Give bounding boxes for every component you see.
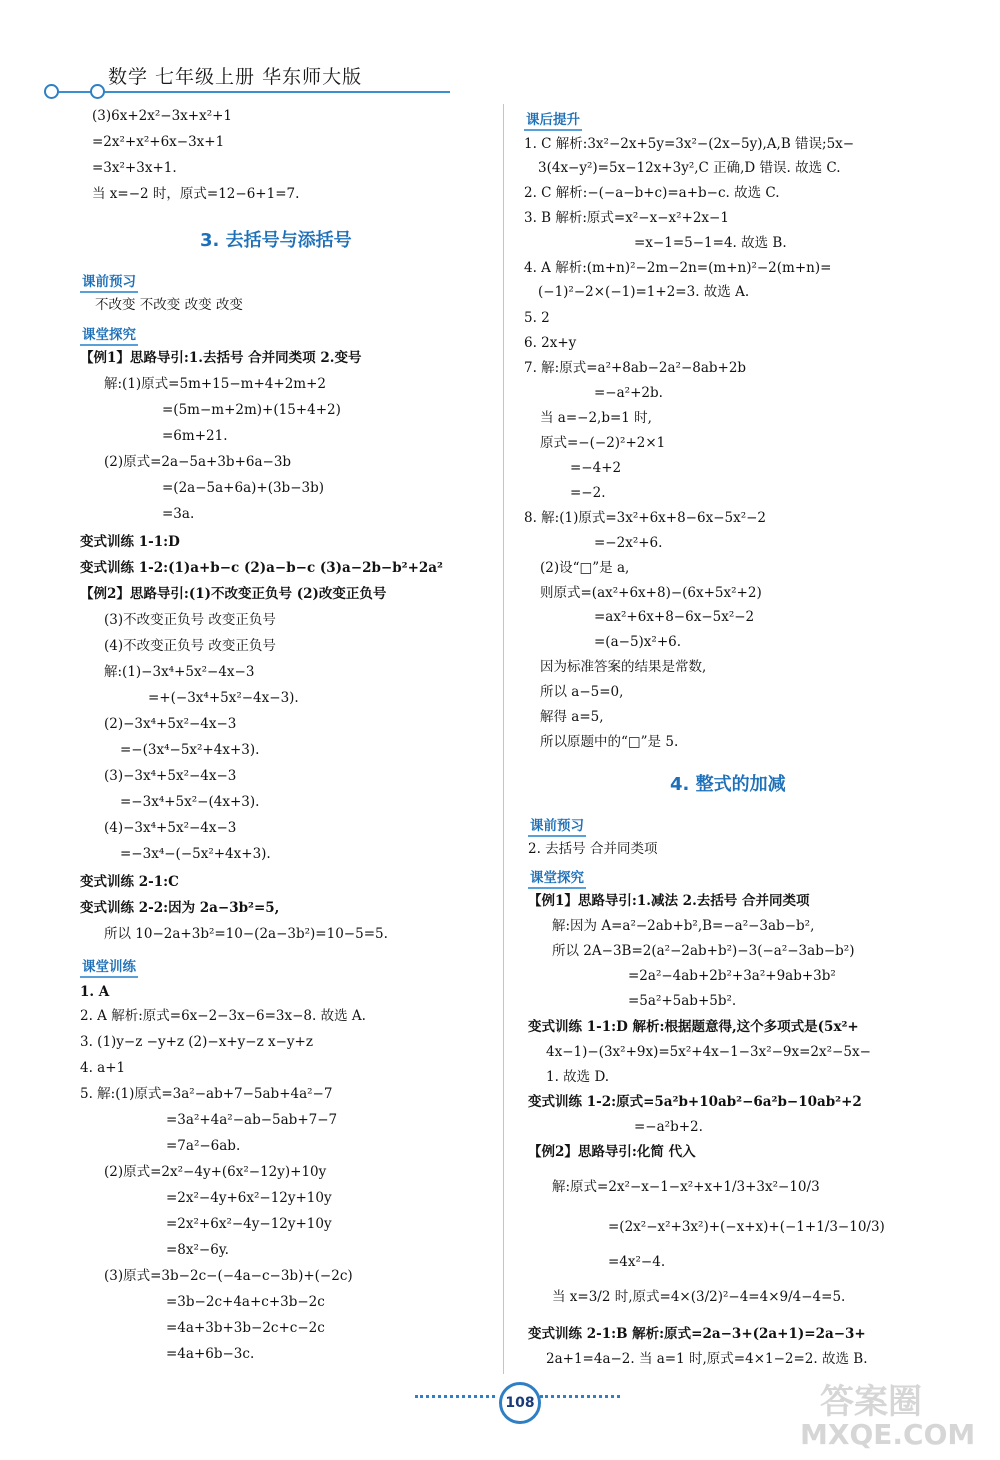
text-line: =2x²+6x²−4y−12y+10y: [166, 1216, 332, 1232]
text-line: =(a−5)x²+6.: [594, 634, 682, 650]
text-line: =2x²−4y+6x²−12y+10y: [166, 1190, 332, 1206]
text-line: 变式训练 1-1:D: [80, 534, 180, 550]
header-dot-left: [44, 84, 59, 99]
text-line: (−1)²−2×(−1)=1+2=3. 故选 A.: [538, 284, 750, 300]
text-line: 4. A 解析:(m+n)²−2m−2n=(m+n)²−2(m+n)=: [524, 260, 832, 276]
text-line: 解:(1)−3x⁴+5x²−4x−3: [104, 664, 255, 680]
text-line: (3)−3x⁴+5x²−4x−3: [104, 768, 237, 784]
example-heading: 【例2】思路导引:化简 代入: [528, 1144, 696, 1160]
text-line: =8x²−6y.: [166, 1242, 229, 1258]
text-line: 6. 2x+y: [524, 335, 577, 351]
text-line: 变式训练 1-1:D 解析:根据题意得,这个多项式是(5x²+: [528, 1019, 859, 1035]
text-line: 3. B 解析:原式=x²−x−x²+2x−1: [524, 210, 729, 226]
text-line: (4)不改变正负号 改变正负号: [104, 638, 276, 654]
text-line: =3b−2c+4a+c+3b−2c: [166, 1294, 325, 1310]
text-line: 2. 去括号 合并同类项: [528, 841, 658, 857]
text-line: (2)原式=2x²−4y+(6x²−12y)+10y: [104, 1164, 327, 1180]
section-tag: 课前预习: [528, 814, 586, 837]
text-line: 所以 10−2a+3b²=10−(2a−3b²)=10−5=5.: [104, 926, 388, 942]
text-line: 7. 解:原式=a²+8ab−2a²−8ab+2b: [524, 360, 747, 376]
text-line: 5. 解:(1)原式=3a²−ab+7−5ab+4a²−7: [80, 1086, 333, 1102]
text-line: 变式训练 2-1:C: [80, 874, 179, 890]
section-title: 4. 整式的加减: [670, 774, 786, 795]
text-line: =4x²−4.: [608, 1254, 666, 1270]
text-line: 当 x=−2 时，原式=12−6+1=7.: [92, 186, 300, 202]
section-title: 3. 去括号与添括号: [200, 230, 352, 251]
section-tag: 课堂训练: [80, 955, 138, 978]
text-line: =5a²+5ab+5b².: [628, 993, 737, 1009]
text-line: =2x²+x²+6x−3x+1: [92, 134, 225, 150]
text-line: 因为标准答案的结果是常数,: [540, 659, 707, 675]
text-line: (2)−3x⁴+5x²−4x−3: [104, 716, 237, 732]
text-line: (4)−3x⁴+5x²−4x−3: [104, 820, 237, 836]
text-line: 解:原式=2x²−x−1−x²+x+1/3+3x²−10/3: [552, 1179, 820, 1195]
text-line: 所以 a−5=0,: [540, 684, 624, 700]
text-line: 2. C 解析:−(−a−b+c)=a+b−c. 故选 C.: [524, 185, 780, 201]
text-line: =4a+3b+3b−2c+c−2c: [166, 1320, 325, 1336]
text-line: 5. 2: [524, 310, 550, 326]
text-line: 3. (1)y−z −y+z (2)−x+y−z x−y+z: [80, 1034, 313, 1050]
text-line: =x−1=5−1=4. 故选 B.: [634, 235, 787, 251]
text-line: =−4+2: [570, 460, 622, 476]
text-line: =ax²+6x+8−6x−5x²−2: [594, 609, 755, 625]
watermark-url: MXQE.COM: [800, 1418, 976, 1451]
text-line: 解得 a=5,: [540, 709, 604, 725]
text-line: =+(−3x⁴+5x²−4x−3).: [148, 690, 299, 706]
text-line: =4a+6b−3c.: [166, 1346, 255, 1362]
text-line: (3)原式=3b−2c−(−4a−c−3b)+(−2c): [104, 1268, 353, 1284]
text-line: =3x²+3x+1.: [92, 160, 177, 176]
text-line: 解:(1)原式=5m+15−m+4+2m+2: [104, 376, 326, 392]
text-line: 1. A: [80, 984, 110, 1000]
text-line: =−(3x⁴−5x²+4x+3).: [120, 742, 260, 758]
section-tag: 课前预习: [80, 270, 138, 293]
text-line: 变式训练 2-1:B 解析:原式=2a−3+(2a+1)=2a−3+: [528, 1326, 866, 1342]
example-heading: 【例1】思路导引:1.减法 2.去括号 合并同类项: [528, 893, 810, 909]
text-line: (3)6x+2x²−3x+x²+1: [92, 108, 233, 124]
text-line: 当 a=−2,b=1 时,: [540, 410, 652, 426]
text-line: (3)不改变正负号 改变正负号: [104, 612, 276, 628]
text-line: =−3x⁴+5x²−(4x+3).: [120, 794, 260, 810]
text-line: =6m+21.: [162, 428, 228, 444]
example-heading: 【例2】思路导引:(1)不改变正负号 (2)改变正负号: [80, 586, 387, 602]
text-line: =3a²+4a²−ab−5ab+7−7: [166, 1112, 338, 1128]
text-line: 1. C 解析:3x²−2x+5y=3x²−(2x−5y),A,B 错误;5x−: [524, 136, 855, 152]
footer-dots-left: [415, 1395, 495, 1402]
text-line: 解:因为 A=a²−2ab+b²,B=−a²−3ab−b²,: [552, 918, 815, 934]
page-number: 108: [499, 1382, 541, 1424]
text-line: =(2x²−x²+3x²)+(−x+x)+(−1+1/3−10/3): [608, 1219, 885, 1235]
text-line: 所以 2A−3B=2(a²−2ab+b²)−3(−a²−3ab−b²): [552, 943, 855, 959]
watermark-logo: 答案圈: [820, 1382, 922, 1422]
header-title: 数学 七年级上册 华东师大版: [108, 66, 363, 88]
text-line: =3a.: [162, 506, 195, 522]
header-rule: [50, 91, 450, 93]
text-line: 所以原题中的“□”是 5.: [540, 734, 679, 750]
text-line: 当 x=3/2 时,原式=4×(3/2)²−4=4×9/4−4=5.: [552, 1289, 846, 1305]
text-line: 变式训练 1-2:(1)a+b−c (2)a−b−c (3)a−2b−b²+2a²: [80, 560, 443, 576]
text-line: =2a²−4ab+2b²+3a²+9ab+3b²: [628, 968, 836, 984]
text-line: =(2a−5a+6a)+(3b−3b): [162, 480, 324, 496]
text-line: 2. A 解析:原式=6x−2−3x−6=3x−8. 故选 A.: [80, 1008, 366, 1024]
section-tag: 课堂探究: [80, 323, 138, 346]
text-line: 1. 故选 D.: [546, 1069, 610, 1085]
header-dot-right: [90, 84, 105, 99]
text-line: =7a²−6ab.: [166, 1138, 241, 1154]
section-tag: 课堂探究: [528, 866, 586, 889]
text-line: 变式训练 2-2:因为 2a−3b²=5,: [80, 900, 280, 916]
text-line: 则原式=(ax²+6x+8)−(6x+5x²+2): [540, 585, 762, 601]
text-line: 4. a+1: [80, 1060, 126, 1076]
column-divider: [503, 104, 504, 1374]
text-line: =−2x²+6.: [594, 535, 663, 551]
example-heading: 【例1】思路导引:1.去括号 合并同类项 2.变号: [80, 350, 362, 366]
text-line: (2)原式=2a−5a+3b+6a−3b: [104, 454, 292, 470]
text-line: =−a²+2b.: [594, 385, 663, 401]
text-line: =(5m−m+2m)+(15+4+2): [162, 402, 341, 418]
text-line: 3(4x−y²)=5x−12x+3y²,C 正确,D 错误. 故选 C.: [538, 160, 841, 176]
text-line: (2)设“□”是 a,: [540, 560, 630, 576]
text-line: 变式训练 1-2:原式=5a²b+10ab²−6a²b−10ab²+2: [528, 1094, 862, 1110]
section-tag: 课后提升: [524, 108, 582, 131]
text-line: 2a+1=4a−2. 当 a=1 时,原式=4×1−2=2. 故选 B.: [546, 1351, 868, 1367]
footer-dots-right: [540, 1395, 620, 1402]
text-line: =−3x⁴−(−5x²+4x+3).: [120, 846, 271, 862]
text-line: 4x−1)−(3x²+9x)=5x²+4x−1−3x²−9x=2x²−5x−: [546, 1044, 871, 1060]
text-line: 8. 解:(1)原式=3x²+6x+8−6x−5x²−2: [524, 510, 767, 526]
text-line: =−2.: [570, 485, 606, 501]
text-line: =−a²b+2.: [634, 1119, 703, 1135]
text-line: 不改变 不改变 改变 改变: [95, 297, 243, 313]
text-line: 原式=−(−2)²+2×1: [540, 435, 666, 451]
